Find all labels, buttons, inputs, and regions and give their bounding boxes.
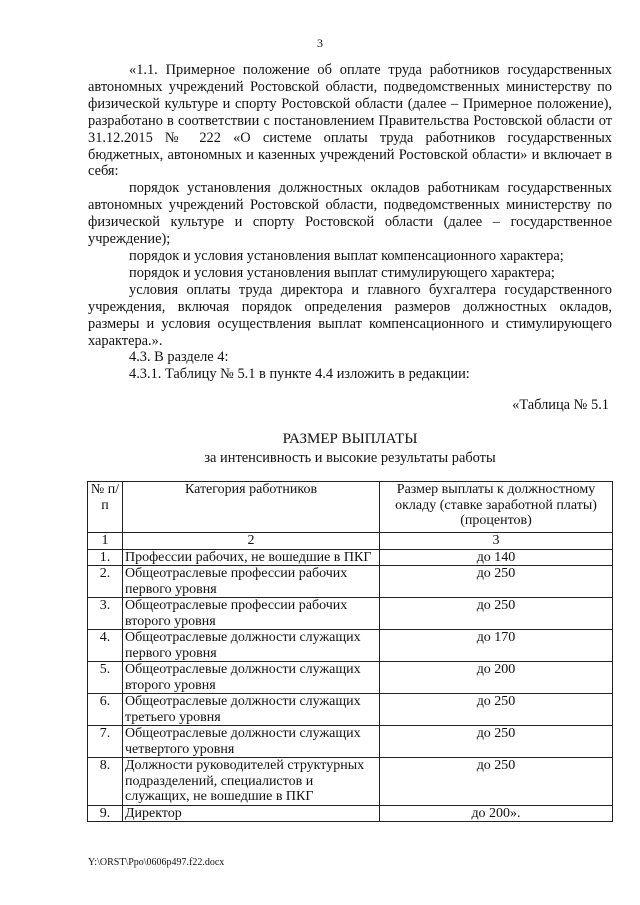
header-category: Категория работников <box>123 482 380 533</box>
row-category: Общеотраслевые должности служащих третьего уровня <box>123 694 380 726</box>
numbering-cell: 1 <box>88 533 123 550</box>
table-row <box>88 805 613 822</box>
table-numbering-row <box>88 533 613 550</box>
paragraph: порядок и условия установления выплат компенсационного характера; <box>129 247 564 264</box>
row-number: 3. <box>88 598 123 630</box>
row-category: Директор <box>123 805 380 822</box>
numbering-cell: 3 <box>380 533 613 550</box>
table-header-row <box>88 482 613 533</box>
row-value: до 250 <box>380 726 613 758</box>
row-value: до 250 <box>380 566 613 598</box>
row-number: 4. <box>88 630 123 662</box>
row-value: до 250 <box>380 598 613 630</box>
paragraph: 4.3. В разделе 4: <box>129 349 229 366</box>
footer-file-path: Y:\ORST\Ppo\0606p497.f22.docx <box>88 857 225 868</box>
numbering-cell: 2 <box>123 533 380 550</box>
paragraph: «1.1. Примерное положение об оплате труда работников государственных автономных учреждений Ростовской области, подведомственных министерству по физической культуре и спорту Ростовской области (далее – Примерное положение), разработано в соответствии с постановлением Правительства Ростовской области от 31.12.2015 № 222 «О системе оплаты труда работников государственных бюджетных, автономных и казенных учреждений Ростовской области» и включает в себя: <box>88 62 612 180</box>
paragraph: порядок и условия установления выплат стимулирующего характера; <box>129 264 555 281</box>
row-number: 7. <box>88 726 123 758</box>
row-value: до 170 <box>380 630 613 662</box>
table-subtitle: за интенсивность и высокие результаты работы <box>204 450 496 466</box>
row-number: 8. <box>88 758 123 806</box>
row-category: Общеотраслевые профессии рабочих второго уровня <box>123 598 380 630</box>
table-row <box>88 662 613 694</box>
row-value: до 200 <box>380 662 613 694</box>
row-number: 6. <box>88 694 123 726</box>
table-row <box>88 549 613 566</box>
paragraph: порядок установления должностных окладов работникам государственных автономных учреждений Ростовской области, подведомственных министерству по физической культуре и спорту Ростовской области (далее – государственное учреждение); <box>88 180 612 248</box>
row-category: Общеотраслевые профессии рабочих первого уровня <box>123 566 380 598</box>
row-category: Должности руководителей структурных подразделений, специалистов и служащих, не вошедшие в ПКГ <box>123 758 380 806</box>
payment-table <box>87 481 613 822</box>
row-value: до 250 <box>380 694 613 726</box>
row-category: Общеотраслевые должности служащих первого уровня <box>123 630 380 662</box>
table-title: РАЗМЕР ВЫПЛАТЫ <box>282 431 418 447</box>
page-number: 3 <box>317 36 323 50</box>
row-value: до 250 <box>380 758 613 806</box>
table-reference: «Таблица № 5.1 <box>512 397 609 413</box>
paragraph: 4.3.1. Таблицу № 5.1 в пункте 4.4 изложить в редакции: <box>129 366 470 383</box>
table-row <box>88 726 613 758</box>
row-category: Профессии рабочих, не вошедшие в ПКГ <box>123 549 380 566</box>
row-value: до 200». <box>380 805 613 822</box>
document-body <box>88 62 612 383</box>
header-value: Размер выплаты к должностному окладу (ставке заработной платы) (процентов) <box>380 482 613 533</box>
row-category: Общеотраслевые должности служащих второго уровня <box>123 662 380 694</box>
row-number: 1. <box>88 549 123 566</box>
row-number: 5. <box>88 662 123 694</box>
table-row <box>88 758 613 806</box>
table-row <box>88 598 613 630</box>
table-row <box>88 694 613 726</box>
paragraph: условия оплаты труда директора и главного бухгалтера государственного учреждения, включая порядок определения размеров должностных окладов, размеры и условия осуществления выплат компенсационного и стимулирующего характера.». <box>88 281 612 349</box>
row-number: 9. <box>88 805 123 822</box>
header-number: № п/п <box>88 482 123 533</box>
table-row <box>88 630 613 662</box>
table-row <box>88 566 613 598</box>
row-value: до 140 <box>380 549 613 566</box>
row-number: 2. <box>88 566 123 598</box>
row-category: Общеотраслевые должности служащих четвертого уровня <box>123 726 380 758</box>
